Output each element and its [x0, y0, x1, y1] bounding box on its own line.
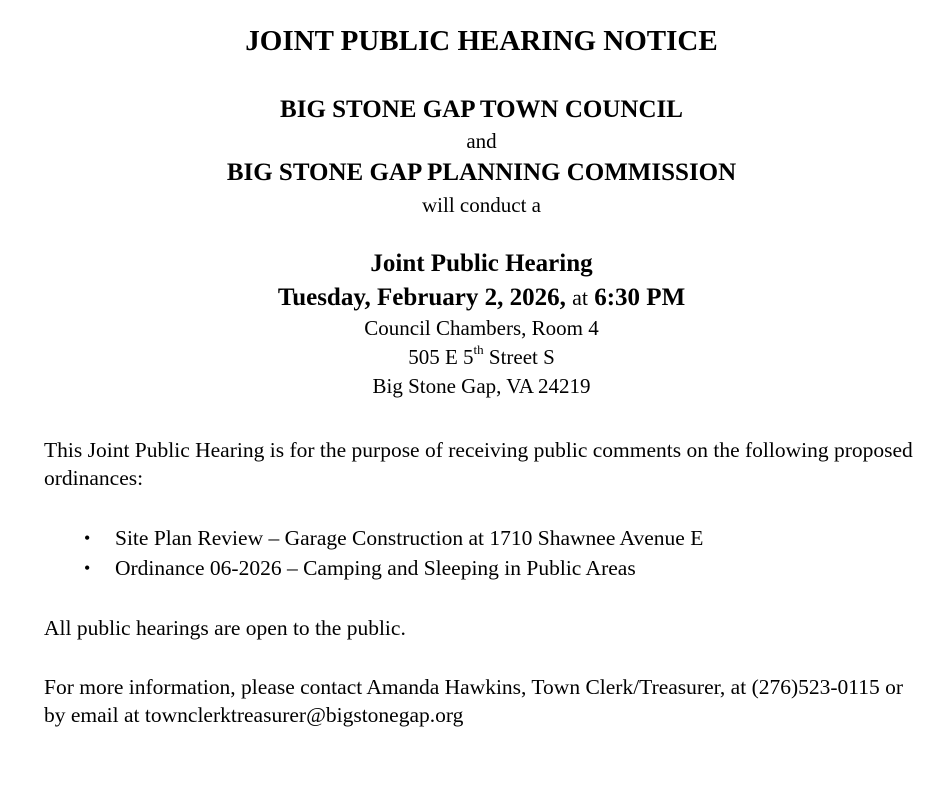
purpose-paragraph: This Joint Public Hearing is for the purpose of receiving public comments on the following proposed ordinances:	[44, 438, 913, 490]
hearing-date: Tuesday, February 2, 2026,	[277, 284, 566, 311]
address-ordinal: th	[473, 342, 484, 357]
open-to-public-text: All public hearings are open to the public.	[44, 616, 406, 640]
ordinance-list	[84, 523, 703, 583]
hearing-location: Council Chambers, Room 4	[364, 316, 599, 340]
planning-commission-heading: BIG STONE GAP PLANNING COMMISSION	[226, 159, 737, 186]
hearing-date-line	[0, 282, 931, 314]
conjunction-text: and	[466, 129, 497, 153]
list-item	[84, 553, 703, 583]
hearing-address	[0, 343, 931, 371]
hearing-title: Joint Public Hearing	[370, 250, 593, 277]
hearing-time: 6:30 PM	[594, 284, 686, 311]
bullet-icon: •	[84, 558, 91, 578]
hearing-at: at	[572, 285, 588, 310]
bullet-icon: •	[84, 528, 91, 548]
address-suffix: Street S	[483, 345, 555, 369]
town-council-heading: BIG STONE GAP TOWN COUNCIL	[280, 96, 683, 123]
contact-paragraph: For more information, please contact Amanda Hawkins, Town Clerk/Treasurer, at (276)523-0115 or by email at townclerktreasurer@bigstonegap.org	[44, 675, 904, 727]
list-item-text: Site Plan Review – Garage Construction at 1710 Shawnee Avenue E	[115, 526, 704, 550]
notice-title: JOINT PUBLIC HEARING NOTICE	[245, 25, 718, 57]
list-item-text: Ordinance 06-2026 – Camping and Sleeping in Public Areas	[115, 556, 636, 580]
list-item	[84, 523, 703, 553]
hearing-city: Big Stone Gap, VA 24219	[372, 374, 591, 398]
address-prefix: 505 E 5	[408, 345, 474, 369]
conduct-text: will conduct a	[422, 193, 541, 217]
